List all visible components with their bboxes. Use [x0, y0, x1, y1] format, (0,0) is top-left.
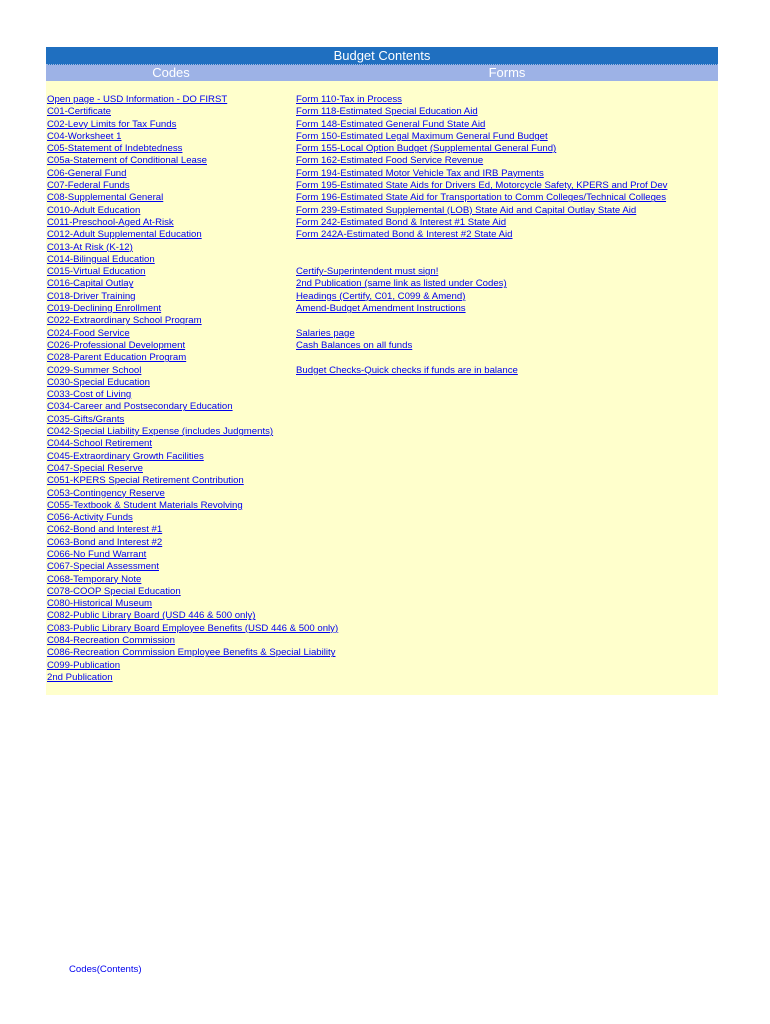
- list-spacer: [296, 254, 667, 266]
- form-link[interactable]: Form 195-Estimated State Aids for Drivers Ed, Motorcycle Safety, KPERS and Prof Dev: [296, 180, 668, 192]
- code-link[interactable]: C026-Professional Development: [47, 339, 186, 351]
- form-link[interactable]: Budget Checks-Quick checks if funds are in balance: [296, 364, 518, 376]
- code-link[interactable]: C063-Bond and Interest #2: [47, 536, 163, 548]
- code-link[interactable]: C034-Career and Postsecondary Education: [47, 401, 233, 413]
- code-link[interactable]: C084-Recreation Commission: [47, 635, 175, 647]
- code-link[interactable]: C030-Special Education: [47, 376, 150, 388]
- form-link[interactable]: Form 242A-Estimated Bond & Interest #2 State Aid: [296, 229, 513, 241]
- form-link[interactable]: Salaries page: [296, 327, 355, 339]
- code-link[interactable]: C019-Declining Enrollment: [47, 303, 162, 315]
- code-link[interactable]: C080-Historical Museum: [47, 598, 153, 610]
- list-spacer: [296, 315, 667, 327]
- code-link[interactable]: C083-Public Library Board Employee Benefits (USD 446 & 500 only): [47, 622, 339, 634]
- list-spacer: [296, 242, 667, 254]
- code-link[interactable]: C08-Supplemental General: [47, 192, 164, 204]
- code-link[interactable]: C01-Certificate: [47, 106, 111, 118]
- code-link[interactable]: C029-Summer School: [47, 364, 142, 376]
- code-link[interactable]: C028-Parent Education Program: [47, 352, 187, 364]
- code-link[interactable]: C010-Adult Education: [47, 204, 141, 216]
- code-link[interactable]: C044-School Retirement: [47, 438, 153, 450]
- code-link[interactable]: C07-Federal Funds: [47, 180, 130, 192]
- code-link[interactable]: C067-Special Assessment: [47, 561, 159, 573]
- form-link[interactable]: Form 110-Tax in Process: [296, 94, 402, 105]
- code-link[interactable]: C055-Textbook & Student Materials Revolving: [47, 499, 243, 511]
- code-link[interactable]: C013-At Risk (K-12): [47, 241, 133, 253]
- code-link[interactable]: C022-Extraordinary School Program: [47, 315, 202, 327]
- form-link[interactable]: Headings (Certify, C01, C099 & Amend): [296, 290, 466, 302]
- form-link[interactable]: Form 148-Estimated General Fund State Aid: [296, 118, 486, 130]
- code-link[interactable]: C06-General Fund: [47, 167, 127, 179]
- code-link[interactable]: C053-Contingency Reserve: [47, 487, 165, 499]
- code-link[interactable]: C062-Bond and Interest #1: [47, 524, 163, 536]
- form-link[interactable]: 2nd Publication (same link as listed under Codes): [296, 278, 507, 290]
- code-link[interactable]: C099-Publication: [47, 659, 121, 671]
- code-link[interactable]: C045-Extraordinary Growth Facilities: [47, 450, 204, 462]
- forms-column-header: Forms: [488, 65, 526, 80]
- code-link[interactable]: C033-Cost of Living: [47, 389, 132, 401]
- code-link[interactable]: C066-No Fund Warrant: [47, 548, 147, 560]
- budget-contents-sheet: [46, 47, 718, 695]
- code-link[interactable]: C056-Activity Funds: [47, 512, 133, 524]
- form-link[interactable]: Form 194-Estimated Motor Vehicle Tax and IRB Payments: [296, 167, 544, 179]
- code-link[interactable]: C086-Recreation Commission Employee Benefits & Special Liability: [47, 647, 336, 659]
- code-link[interactable]: C051-KPERS Special Retirement Contribution: [47, 475, 244, 487]
- form-link[interactable]: Form 118-Estimated Special Education Aid: [296, 106, 478, 118]
- form-link[interactable]: Form 196-Estimated State Aid for Transportation to Comm Colleges/Technical Colleges: [296, 192, 667, 204]
- form-link[interactable]: Form 242-Estimated Bond & Interest #1 State Aid: [296, 216, 507, 228]
- code-link[interactable]: C011-Preschool-Aged At-Risk: [47, 216, 174, 228]
- code-link[interactable]: 2nd Publication: [47, 671, 113, 683]
- form-link[interactable]: Form 155-Local Option Budget (Supplemental General Fund): [296, 143, 557, 155]
- code-link[interactable]: C024-Food Service: [47, 327, 130, 339]
- code-link[interactable]: Open page - USD Information - DO FIRST: [47, 94, 228, 105]
- codes-column-header: Codes: [152, 65, 190, 80]
- form-link[interactable]: Cash Balances on all funds: [296, 339, 413, 351]
- form-link[interactable]: Certify-Superintendent must sign!: [296, 266, 439, 278]
- forms-link-list: [296, 94, 667, 377]
- page-title: Budget Contents: [333, 48, 431, 63]
- sheet-tab-codes-contents[interactable]: Codes(Contents): [69, 964, 142, 975]
- column-header-bar: [46, 65, 718, 81]
- codes-link-list: [47, 94, 338, 684]
- list-spacer: [296, 352, 667, 364]
- code-link[interactable]: C015-Virtual Education: [47, 266, 146, 278]
- code-link[interactable]: C05-Statement of Indebtedness: [47, 143, 183, 155]
- code-link[interactable]: C05a-Statement of Conditional Lease: [47, 155, 207, 167]
- form-link[interactable]: Amend-Budget Amendment Instructions: [296, 303, 466, 315]
- code-link[interactable]: C018-Driver Training: [47, 290, 136, 302]
- code-link[interactable]: C04-Worksheet 1: [47, 130, 122, 142]
- code-link[interactable]: C02-Levy Limits for Tax Funds: [47, 118, 177, 130]
- code-link[interactable]: C014-Bilingual Education: [47, 253, 155, 265]
- form-link[interactable]: Form 150-Estimated Legal Maximum General Fund Budget: [296, 130, 548, 142]
- form-link[interactable]: Form 239-Estimated Supplemental (LOB) State Aid and Capital Outlay State Aid: [296, 204, 637, 216]
- title-bar: [46, 47, 718, 65]
- code-link[interactable]: C016-Capital Outlay: [47, 278, 134, 290]
- code-link[interactable]: C012-Adult Supplemental Education: [47, 229, 202, 241]
- code-link[interactable]: C035-Gifts/Grants: [47, 413, 125, 425]
- code-link[interactable]: C082-Public Library Board (USD 446 & 500 only): [47, 610, 256, 622]
- code-link[interactable]: C042-Special Liability Expense (includes Judgments): [47, 426, 274, 438]
- code-link[interactable]: C078-COOP Special Education: [47, 585, 181, 597]
- form-link[interactable]: Form 162-Estimated Food Service Revenue: [296, 155, 484, 167]
- code-link[interactable]: C068-Temporary Note: [47, 573, 142, 585]
- code-link[interactable]: C047-Special Reserve: [47, 462, 143, 474]
